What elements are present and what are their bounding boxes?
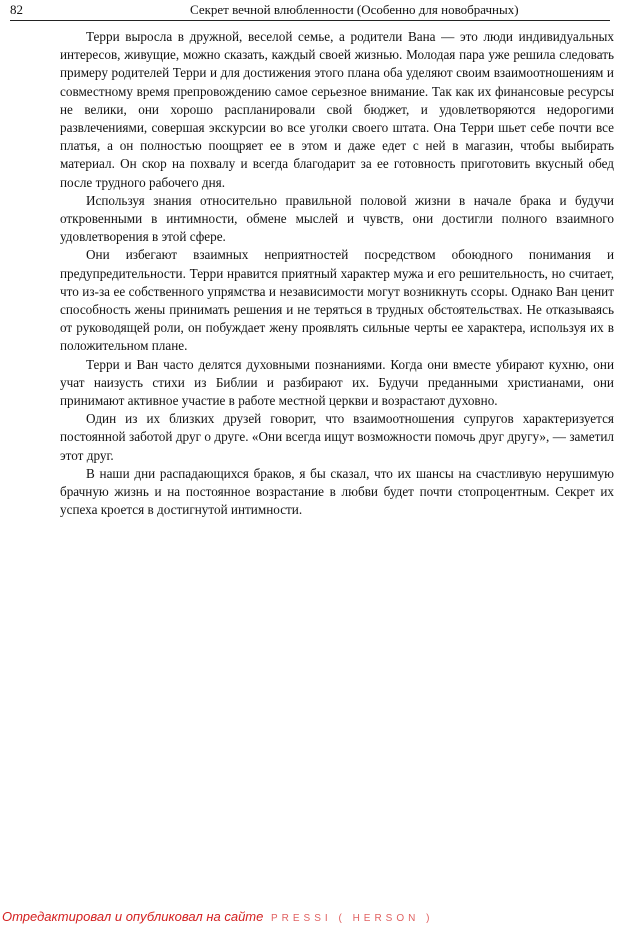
paragraph: Терри и Ван часто делятся духовными познаниями. Когда они вместе убирают кухню, они учат наизусть стихи из Библии и разбирают их. Будучи преданными христианами, они принимают активное участие в работе местной церкви и возрастают духовно. (60, 356, 614, 409)
paragraph: Используя знания относительно правильной половой жизни в начале брака и будучи откровенными в интимности, обмене мыслей и чувств, они достигли полного взаимного удовлетворения в этой сфере. (60, 192, 614, 245)
paragraph: Они избегают взаимных неприятностей посредством обоюдного понимания и предупредительности. Терри нравится приятный характер мужа и его решительность, но считает, что из-за ее собственного упрямства и независимости могут возникнуть ссоры. Однако Ван ценит способность жены принимать решения и не теряться в трудных обстоятельствах. Не отказываясь от руководящей роли, он побуждает жену проявлять сильные черты ее характера, используя их в положительном плане. (60, 247, 614, 354)
page-number: 82 (10, 2, 23, 17)
paragraph: В наши дни распадающихся браков, я бы сказал, что их шансы на счастливую нерушимую брачную жизнь и на постоянное возрастание в любви будет почти стопроцентным. Секрет их успеха кроется в достигнутой интимности. (60, 465, 614, 518)
body-text (60, 28, 614, 519)
footer-site-link[interactable]: PRESSI ( HERSON ) (271, 913, 434, 924)
publisher-footer (2, 909, 433, 927)
running-header (10, 2, 610, 21)
paragraph: Один из их близких друзей говорит, что взаимоотношения супругов характеризуется постоянной заботой друг о друге. «Они всегда ищут возможности помочь друг другу», — заметил этот друг. (60, 411, 614, 463)
footer-credit: Отредактировал и опубликовал на сайте (2, 909, 264, 924)
running-title: Секрет вечной влюбленности (Особенно для новобрачных) (190, 2, 519, 17)
paragraph: Терри выросла в дружной, веселой семье, а родители Вана — это люди индивидуальных интересов, живущие, можно сказать, каждый своей жизнью. Молодая пара уже решила следовать примеру родителей Терри и для достижения этого плана оба уделяют своим взаимоотношениям и совместному время препровождению самое серьезное внимание. Так как их финансовые ресурсы не велики, они хорошо распланировали свой бюджет, и удовлетворяются недорогими развлечениями, совершая экскурсии во все уголки своего штата. Она Терри шьет себе почти все платья, а он полностью поощряет ее в этом и даже едет с ней в магазин, чтобы выбирать материал. Он скор на похвалу и всегда благодарит за ее готовность приготовить вкусный обед после трудного рабочего дня. (60, 29, 614, 190)
